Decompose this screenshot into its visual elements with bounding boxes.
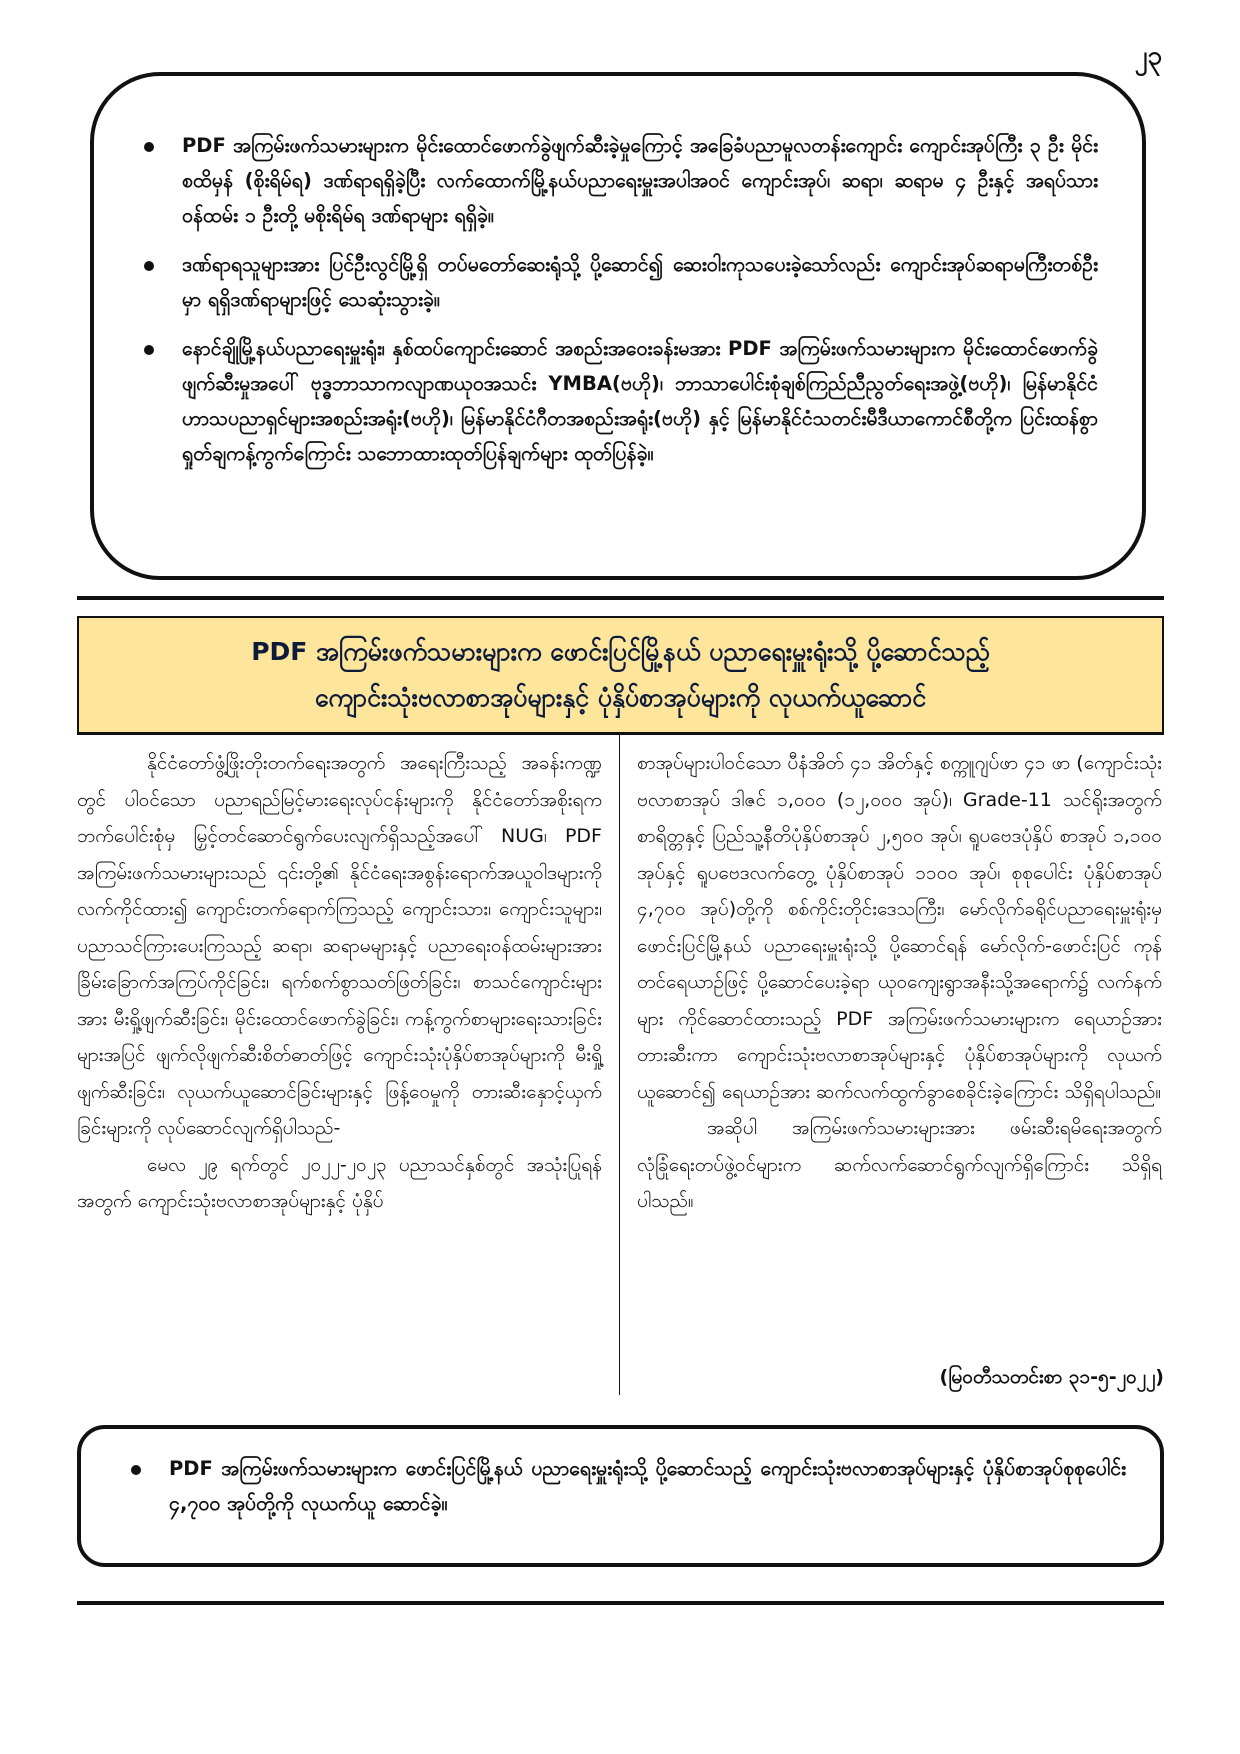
- article-source: (မြဝတီသတင်းစာ ၃၁-၅-၂၀၂၂): [939, 1366, 1164, 1388]
- summary-bullet: [144, 128, 1098, 233]
- article-body: [77, 734, 1164, 1395]
- article-paragraph: စာအုပ်များပါဝင်သော ပီနံအိတ် ၄၁ အိတ်နှင့် စက္ကူဂျပ်ဖာ ၄၁ ဖာ (ကျောင်းသုံးဗလာစာအုပ် ဒါဇင် ၁,၀၀၀ (၁၂,၀၀၀ အုပ်)၊ Grade-11 သင်ရိုးအတွက် စာရိတ္တနှင့် ပြည်သူ့နီတိပုံနှိပ်စာအုပ် ၂,၅၀၀ အုပ်၊ ရူပဗေဒပုံနှိပ် စာအုပ် ၁,၁၀၀ အုပ်နှင့် ရူပဗေဒလက်တွေ့ ပုံနှိပ်စာအုပ် ၁၁၀၀ အုပ်၊ စုစုပေါင်း ပုံနှိပ်စာအုပ် ၄,၇၀၀ အုပ်)တို့ကို စစ်ကိုင်းတိုင်းဒေသကြီး၊ မော်လိုက်ခရိုင်ပညာရေးမှူးရုံးမှ ဖောင်းပြင်မြို့နယ် ပညာရေးမှူးရုံးသို့ ပို့ဆောင်ရန် မော်လိုက်-ဖောင်းပြင် ကုန်တင်ရေယာဉ်ဖြင့် ပို့ဆောင်ပေးခဲ့ရာ ယုဝကျေးရွာအနီးသို့အရောက်၌ လက်နက်များ ကိုင်ဆောင်ထားသည့် PDF အကြမ်းဖက်သမားများက ရေယာဉ်အား တားဆီးကာ ကျောင်းသုံးဗလာစာအုပ်များနှင့် ပုံနှိပ်စာအုပ်များကို လုယက်ယူဆောင်၍ ရေယာဉ်အား ဆက်လက်ထွက်ခွာစေခိုင်းခဲ့ကြောင်း သိရှိရပါသည်။: [637, 752, 1162, 1103]
- headline-line-2: ကျောင်းသုံးဗလာစာအုပ်များနှင့် ပုံနှိပ်စာအုပ်များကို လုယက်ယူဆောင်: [314, 683, 927, 712]
- article-column-left: [77, 745, 602, 1220]
- summary-bullet-text: PDF အကြမ်းဖက်သမားများက မိုင်းထောင်ဖောက်ခွဲဖျက်ဆီးခဲ့မှုကြောင့် အခြေခံပညာမူလတန်းကျောင်း ကျောင်းအုပ်ကြီး ၃ ဦး မိုင်းစထိမှန် (စိုးရိမ်ရ) ဒဏ်ရာရရှိခဲ့ပြီး လက်ထောက်မြို့နယ်ပညာရေးမှူးအပါအဝင် ကျောင်းအုပ်၊ ဆရာ၊ ဆရာမ ၄ ဦးနှင့် အရပ်သားဝန်ထမ်း ၁ ဦးတို့ မစိုးရိမ်ရ ဒဏ်ရာများ ရရှိခဲ့။: [182, 134, 1098, 227]
- summary-bullet: [144, 247, 1098, 317]
- article-paragraph: မေလ ၂၉ ရက်တွင် ၂၀၂၂-၂၀၂၃ ပညာသင်နှစ်တွင် အသုံးပြုရန်အတွက် ကျောင်းသုံးဗလာစာအုပ်များနှင့် ပုံနှိပ်: [77, 1153, 602, 1212]
- summary-bullet-list: [131, 1451, 1126, 1521]
- article-paragraph: အဆိုပါ အကြမ်းဖက်သမားများအား ဖမ်းဆီးရမိရေးအတွက် လုံခြုံရေးတပ်ဖွဲ့ဝင်များက ဆက်လက်ဆောင်ရွက်လျက်ရှိကြောင်း သိရှိရပါသည်။: [637, 1117, 1162, 1212]
- summary-bullet-text: နောင်ချိုမြို့နယ်ပညာရေးမှူးရုံး၊ နှစ်ထပ်ကျောင်းဆောင် အစည်းအဝေးခန်းမအား PDF အကြမ်းဖက်သမားများက မိုင်းထောင်ဖောက်ခွဲဖျက်ဆီးမှုအပေါ် ဗုဒ္ဓဘာသာကလျာဏယုဝအသင်း YMBA(ဗဟို)၊ ဘာသာပေါင်းစုံချစ်ကြည်ညီညွတ်ရေးအဖွဲ့(ဗဟို)၊ မြန်မာနိုင်ငံဟာသပညာရှင်များအစည်းအရုံး(ဗဟို)၊ မြန်မာနိုင်ငံဂီတအစည်းအရုံး(ဗဟို) နှင့် မြန်မာနိုင်ငံသတင်းမီဒီယာကောင်စီတို့က ပြင်းထန်စွာ ရှုတ်ချကန့်ကွက်ကြောင်း သဘောထားထုတ်ပြန်ချက်များ ထုတ်ပြန်ခဲ့။: [182, 337, 1098, 465]
- column-divider: [619, 735, 620, 1395]
- article-column-right: [637, 745, 1162, 1220]
- bullet-dot-icon: [131, 1465, 141, 1475]
- headline-line-1: PDF အကြမ်းဖက်သမားများက ဖောင်းပြင်မြို့နယ် ပညာရေးမှူးရုံးသို့ ပို့ဆောင်သည့်: [251, 637, 990, 666]
- summary-bullet: [144, 331, 1098, 471]
- summary-bullet: [131, 1451, 1126, 1521]
- bullet-dot-icon: [144, 261, 154, 271]
- bullet-dot-icon: [144, 345, 154, 355]
- divider-rule: [77, 1601, 1164, 1605]
- summary-bullet-list: [144, 128, 1098, 471]
- page-number: ၂၃: [1134, 41, 1162, 71]
- summary-box-bottom: [77, 1425, 1164, 1567]
- summary-bullet-text: ဒဏ်ရာရသူများအား ပြင်ဦးလွင်မြို့ရှိ တပ်မတော်ဆေးရုံသို့ ပို့ဆောင်၍ ဆေးဝါးကုသပေးခဲ့သော်လည်း ကျောင်းအုပ်ဆရာမကြီးတစ်ဦးမှာ ရရှိဒဏ်ရာများဖြင့် သေဆုံးသွားခဲ့။: [182, 253, 1098, 311]
- article-headline: [77, 616, 1164, 734]
- bullet-dot-icon: [144, 142, 154, 152]
- summary-bullet-text: PDF အကြမ်းဖက်သမားများက ဖောင်းပြင်မြို့နယ် ပညာရေးမှူးရုံးသို့ ပို့ဆောင်သည့် ကျောင်းသုံးဗလာစာအုပ်များနှင့် ပုံနှိပ်စာအုပ်စုစုပေါင်း ၄,၇၀၀ အုပ်တို့ကို လုယက်ယူ ဆောင်ခဲ့။: [169, 1457, 1126, 1515]
- summary-box-top: [90, 72, 1146, 580]
- article-paragraph: နိုင်ငံတော်ဖွံ့ဖြိုးတိုးတက်ရေးအတွက် အရေးကြီးသည့် အခန်းကဏ္ဍတွင် ပါဝင်သော ပညာရည်မြင့်မားရေးလုပ်ငန်းများကို နိုင်ငံတော်အစိုးရက ဘက်ပေါင်းစုံမှ မြှင့်တင်ဆောင်ရွက်ပေးလျက်ရှိသည့်အပေါ် NUG၊ PDF အကြမ်းဖက်သမားများသည် ၎င်းတို့၏ နိုင်ငံရေးအစွန်းရောက်အယူဝါဒများကို လက်ကိုင်ထား၍ ကျောင်းတက်ရောက်ကြသည့် ကျောင်းသား၊ ကျောင်းသူများ၊ ပညာသင်ကြားပေးကြသည့် ဆရာ၊ ဆရာမများနှင့် ပညာရေးဝန်ထမ်းများအား ခြိမ်းခြောက်အကြပ်ကိုင်ခြင်း၊ ရက်စက်စွာသတ်ဖြတ်ခြင်း၊ စာသင်ကျောင်းများအား မီးရှို့ဖျက်ဆီးခြင်း၊ မိုင်းထောင်ဖောက်ခွဲခြင်း၊ ကန့်ကွက်စာများရေးသားခြင်းများအပြင် ဖျက်လိုဖျက်ဆီးစိတ်ဓာတ်ဖြင့် ကျောင်းသုံးပုံနှိပ်စာအုပ်များကို မီးရှို့ဖျက်ဆီးခြင်း၊ လုယက်ယူဆောင်ခြင်းများနှင့် ဖြန့်ဝေမှုကို တားဆီးနှောင့်ယှက်ခြင်းများကို လုပ်ဆောင်လျက်ရှိပါသည်-: [77, 752, 602, 1139]
- divider-rule: [77, 596, 1164, 600]
